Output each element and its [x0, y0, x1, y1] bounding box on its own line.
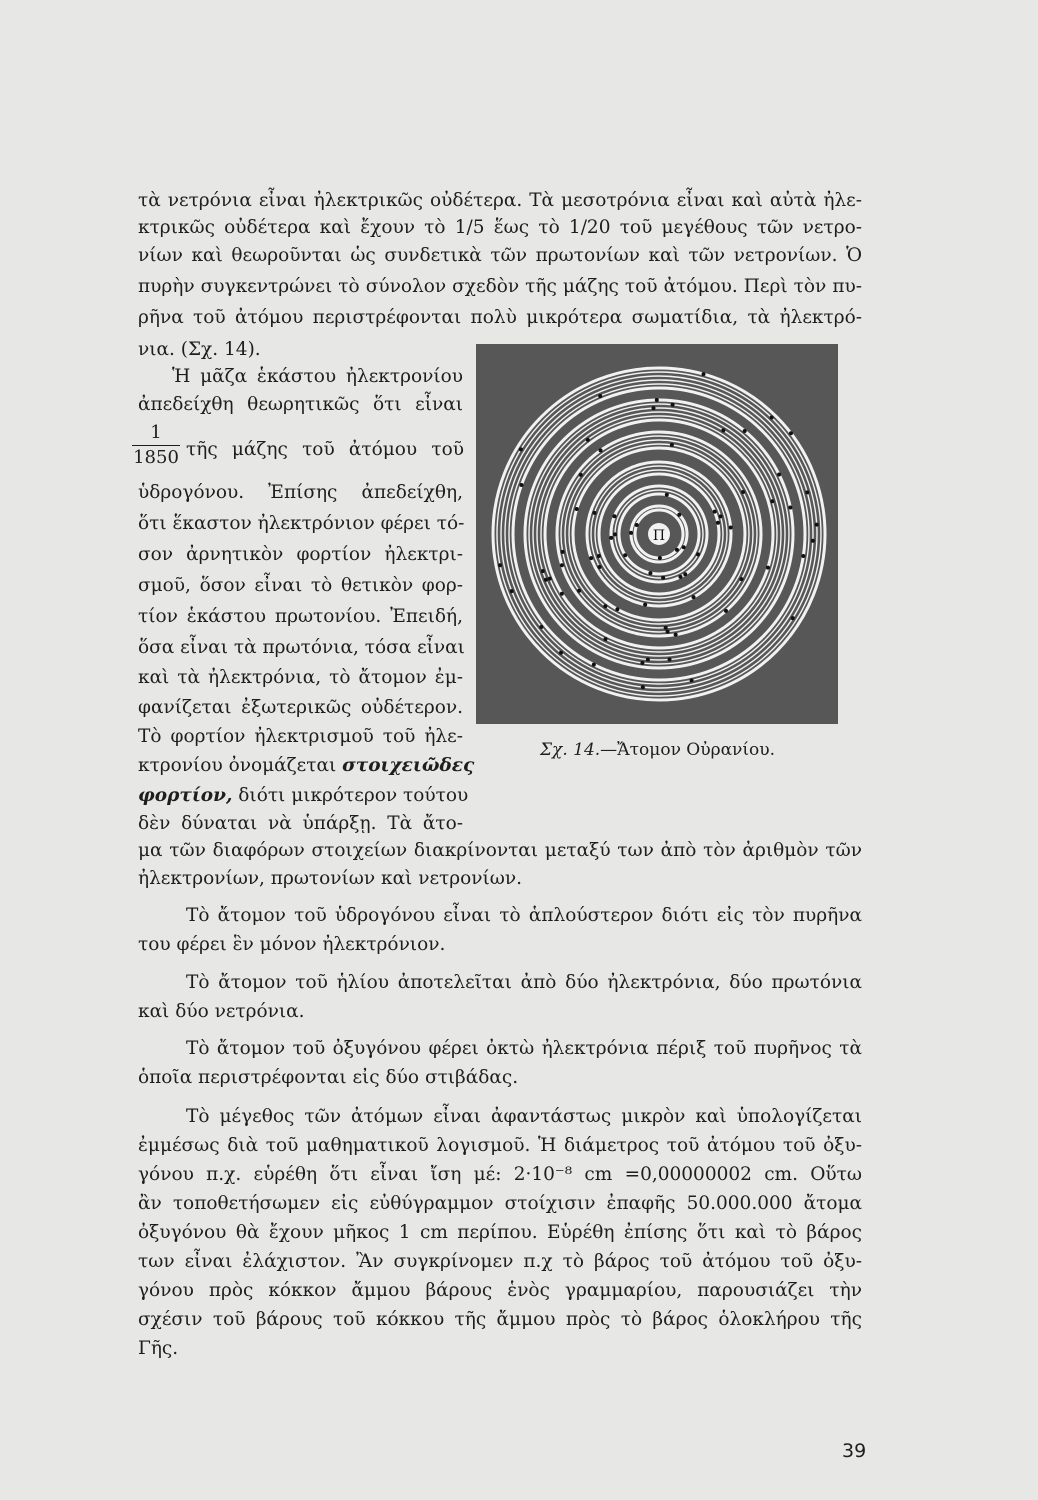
text-line — [138, 783, 469, 809]
caption-text: —Ἄτομον Οὐρανίου. — [600, 740, 776, 760]
electron-dot — [539, 625, 543, 629]
electron-dot — [641, 685, 645, 689]
electron-dot — [615, 607, 619, 611]
text-line: τίον ἑκάστου πρωτονίου. Ἐπειδή, — [138, 606, 463, 627]
electron-dot — [664, 626, 668, 630]
text-line: Τὸ ἄτομον τοῦ ὀξυγόνου φέρει ὀκτὼ ἠλεκτρόνια πέριξ τοῦ πυρῆνος τὰ — [186, 1038, 862, 1059]
text-line: Ἡ μᾶζα ἑκάστου ἠλεκτρονίου — [172, 366, 463, 387]
electron-dot — [586, 438, 590, 442]
page-number: 39 — [842, 1440, 867, 1462]
electron-dot — [770, 416, 774, 420]
electron-dot — [675, 548, 679, 552]
electron-dot — [668, 658, 672, 662]
fraction — [132, 422, 180, 469]
text-line: νια. (Σχ. 14). — [138, 339, 261, 360]
electron-dot — [724, 609, 728, 613]
electron-dot — [683, 572, 687, 576]
text-line: ἐμμέσως διὰ τοῦ μαθηματικοῦ λογισμοῦ. Ἡ διάμετρος τοῦ ἀτόμου τοῦ ὀξυ- — [138, 1135, 862, 1156]
emphasis-term: φορτίον, — [138, 785, 233, 806]
electron-dot — [678, 575, 682, 579]
electron-dot — [743, 429, 747, 433]
electron-dot — [613, 532, 617, 536]
text-line: Τὸ ἄτομον τοῦ ὑδρογόνου εἶναι τὸ ἁπλούστερον διότι εἰς τὸν πυρῆνα — [186, 905, 862, 926]
electron-dot — [541, 569, 545, 573]
atom-figure — [476, 344, 838, 724]
text-line: ὅσα εἶναι τὰ πρωτόνια, τόσα εἶναι — [138, 637, 465, 658]
electron-dot — [696, 552, 700, 556]
electron-dot — [716, 521, 720, 525]
text-line: Γῆς. — [138, 1338, 179, 1359]
electron-dot — [811, 539, 815, 543]
nucleus-label: Π — [652, 528, 666, 544]
electron-dot — [648, 571, 652, 575]
text-line: πυρὴν συγκεντρώνει τὸ σύνολον σχεδὸν τῆς μάζης τοῦ ἀτόμου. Περὶ τὸν πυ- — [138, 276, 862, 297]
electron-dot — [729, 526, 733, 530]
electron-dot — [589, 556, 593, 560]
electron-dot — [690, 678, 694, 682]
electron-dot — [640, 661, 644, 665]
electron-dot — [671, 403, 675, 407]
text-line: Τὸ φορτίον ἠλεκτρισμοῦ τοῦ ἠλε- — [138, 726, 463, 747]
electron-dot — [789, 431, 793, 435]
electron-dot — [682, 545, 686, 549]
electron-dot — [741, 490, 745, 494]
electron-dot — [777, 473, 781, 477]
electron-dot — [791, 616, 795, 620]
electron-dot — [612, 514, 616, 518]
text-line — [138, 753, 475, 779]
text-line: Τὸ ἄτομον τοῦ ἡλίου ἀποτελεῖται ἀπὸ δύο ἠλεκτρόνια, δύο πρωτόνια — [186, 972, 862, 993]
electron-dot — [805, 490, 809, 494]
electron-dot — [646, 658, 650, 662]
text-line: κτρικῶς οὐδέτερα καὶ ἔχουν τὸ 1/5 ἕως τὸ 1/20 τοῦ μεγέθους τῶν νετρο- — [138, 217, 862, 238]
electron-dot — [739, 577, 743, 581]
text-line: νίων καὶ θεωροῦνται ὡς συνδετικὰ τῶν πρωτονίων καὶ τῶν νετρονίων. Ὁ — [138, 245, 862, 266]
uranium-atom-diagram — [476, 344, 838, 724]
electron-dot — [635, 523, 639, 527]
fraction-numerator: 1 — [150, 422, 162, 443]
electron-dot — [766, 566, 770, 570]
text-line: σον ἀρνητικὸν φορτίον ἠλεκτρι- — [138, 544, 463, 565]
electron-dot — [598, 565, 602, 569]
electron-dot — [603, 637, 607, 641]
text-line: καὶ δύο νετρόνια. — [138, 1001, 305, 1022]
electron-dot — [597, 554, 601, 558]
electron-dot — [658, 556, 662, 560]
text-line: καὶ τὰ ἠλεκτρόνια, τὸ ἄτομον ἐμ- — [138, 667, 463, 688]
electron-dot — [623, 553, 627, 557]
electron-dot — [561, 550, 565, 554]
electron-dot — [670, 443, 674, 447]
text-line: ἀπεδείχθη θεωρητικῶς ὅτι εἶναι — [138, 394, 463, 415]
text-line: ὀξυγόνου θὰ ἔχουν μῆκος 1 cm περίπου. Εὑρέθη ἐπίσης ὅτι καὶ τὸ βάρος — [138, 1222, 862, 1243]
electron-dot — [579, 473, 583, 477]
electron-dot — [702, 372, 706, 376]
text-line: των εἶναι ἐλάχιστον. Ἂν συγκρίνομεν π.χ τὸ βάρος τοῦ ἀτόμου τοῦ ὀξυ- — [138, 1251, 862, 1272]
electron-dot — [788, 506, 792, 510]
electron-dot — [519, 483, 523, 487]
electron-dot — [510, 589, 514, 593]
electron-dot — [666, 630, 670, 634]
electron-dot — [592, 511, 596, 515]
electron-dot — [544, 578, 548, 582]
text-line: φανίζεται ἐξωτερικῶς οὐδέτερον. — [138, 697, 463, 718]
electron-dot — [815, 523, 819, 527]
text-line: δὲν δύναται νὰ ὑπάρξῃ. Τὰ ἄτο- — [138, 813, 463, 834]
text-line: γόνου πρὸς κόκκον ἄμμου βάρους ἑνὸς γραμμαρίου, παρουσιάζει τὴν — [138, 1280, 862, 1301]
electron-dot — [603, 604, 607, 608]
electron-dot — [559, 651, 563, 655]
text-line: τῆς μάζης τοῦ ἀτόμου τοῦ — [186, 439, 464, 460]
electron-dot — [575, 507, 579, 511]
electron-dot — [609, 536, 613, 540]
caption-number: Σχ. 14. — [540, 740, 601, 760]
electron-dot — [629, 531, 633, 535]
text-line: ἂν τοποθετήσωμεν εἰς εὐθύγραμμον στοίχισιν ἐπαφῆς 50.000.000 ἄτομα — [138, 1193, 862, 1214]
electron-dot — [560, 563, 564, 567]
electron-dot — [592, 663, 596, 667]
text-fragment: κτρονίου ὀνομάζεται — [138, 755, 337, 776]
text-line: ἠλεκτρονίων, πρωτονίων καὶ νετρονίων. — [138, 868, 522, 889]
text-line: ὑδρογόνου. Ἐπίσης ἀπεδείχθη, — [138, 482, 463, 503]
text-line: τὰ νετρόνια εἶναι ἠλεκτρικῶς οὐδέτερα. Τὰ μεσοτρόνια εἶναι καὶ αὐτὰ ἠλε- — [138, 190, 862, 211]
electron-dot — [577, 589, 581, 593]
electron-dot — [713, 510, 717, 514]
text-line: σμοῦ, ὅσον εἶναι τὸ θετικὸν φορ- — [138, 575, 463, 596]
electron-dot — [665, 493, 669, 497]
electron-dot — [801, 554, 805, 558]
electron-dot — [770, 499, 774, 503]
electron-dot — [498, 563, 502, 567]
figure-caption — [540, 738, 775, 762]
text-line: ὁποῖα περιστρέφονται εἰς δύο στιβάδας. — [138, 1067, 519, 1088]
electron-dot — [599, 448, 603, 452]
emphasis-term: στοιχειῶδες — [342, 755, 475, 776]
electron-dot — [721, 428, 725, 432]
text-line: ὅτι ἕκαστον ἠλεκτρόνιον φέρει τό- — [138, 513, 465, 534]
electron-dot — [560, 592, 564, 596]
electron-dot — [719, 514, 723, 518]
electron-dot — [674, 633, 678, 637]
text-line: του φέρει ἓν μόνον ἠλεκτρόνιον. — [138, 934, 446, 955]
electron-dot — [692, 595, 696, 599]
electron-dot — [598, 394, 602, 398]
text-line: μα τῶν διαφόρων στοιχείων διακρίνονται μεταξύ των ἀπὸ τὸν ἀριθμὸν τῶν — [138, 840, 862, 861]
electron-dot — [519, 447, 523, 451]
electron-dot — [548, 577, 552, 581]
electron-dot — [677, 513, 681, 517]
text-fragment: διότι μικρότερον τούτου — [238, 785, 469, 806]
electron-dot — [651, 406, 655, 410]
text-line: γόνου π.χ. εὑρέθη ὅτι εἶναι ἴση μέ: 2·10⁻⁸ cm =0,00000002 cm. Οὕτω — [138, 1164, 862, 1185]
fraction-denominator: 1850 — [133, 447, 179, 468]
text-line: σχέσιν τοῦ βάρους τοῦ κόκκου τῆς ἄμμου πρὸς τὸ βάρος ὁλοκλήρου τῆς — [138, 1309, 862, 1330]
text-line: Τὸ μέγεθος τῶν ἀτόμων εἶναι ἀφαντάστως μικρὸν καὶ ὑπολογίζεται — [186, 1106, 862, 1127]
electron-dot — [661, 576, 665, 580]
fraction-bar — [132, 445, 180, 446]
electron-dot — [655, 398, 659, 402]
electron-dot — [643, 603, 647, 607]
text-line: ρῆνα τοῦ ἀτόμου περιστρέφονται πολὺ μικρότερα σωματίδια, τὰ ἠλεκτρό- — [138, 307, 862, 328]
